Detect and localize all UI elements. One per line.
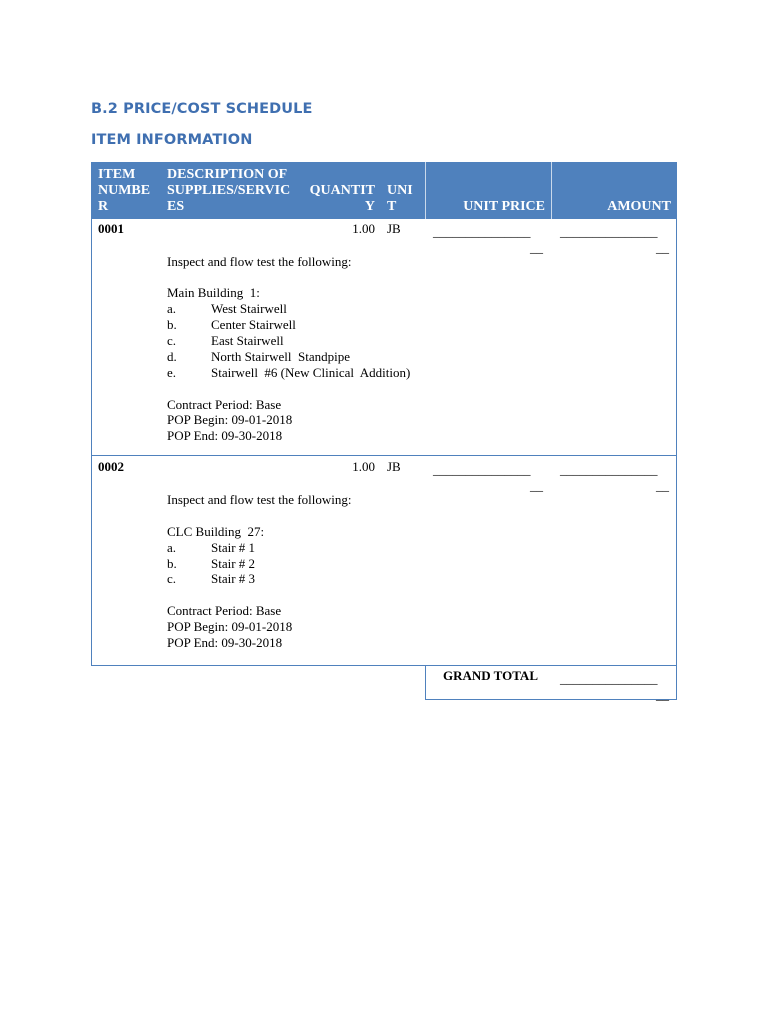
list-item: Stair # 1 [211, 540, 256, 555]
col-item-number [98, 167, 150, 215]
row-divider [91, 665, 677, 666]
item-building: Main Building 1: [167, 285, 260, 300]
list-letter: b. [167, 317, 177, 332]
item-quantity: 1.00 [352, 459, 375, 474]
grand-total-label: GRAND TOTAL [443, 668, 538, 683]
pop-end: POP End: 09-30-2018 [167, 428, 283, 443]
list-item: East Stairwell [211, 333, 284, 348]
col-description [167, 167, 290, 215]
col-qty-line: QUANTIT [309, 183, 375, 198]
list-letter: e. [167, 365, 177, 380]
item-quantity: 1.00 [352, 221, 375, 236]
list-letter: d. [167, 349, 177, 364]
list-item: North Stairwell Standpipe [211, 349, 351, 364]
item-building: CLC Building 27: [167, 524, 265, 539]
contract-period: Contract Period: Base [167, 397, 282, 412]
list-item: Center Stairwell [211, 317, 296, 332]
col-amount: AMOUNT [607, 199, 671, 214]
amount-blank: _______________ [560, 224, 658, 239]
table-border-left [91, 219, 92, 666]
list-letter: b. [167, 556, 177, 571]
col-qty-line: Y [364, 199, 375, 214]
col-unit-price: UNIT PRICE [463, 199, 545, 214]
item-intro: Inspect and flow test the following: [167, 254, 352, 269]
section-subtitle: ITEM INFORMATION [91, 132, 253, 148]
col-unit [387, 183, 413, 215]
item-unit: JB [387, 221, 401, 236]
unit-price-blank-tail: __ [530, 240, 543, 255]
list-item: Stair # 3 [211, 571, 256, 586]
section-title: B.2 PRICE/COST SCHEDULE [91, 101, 313, 117]
list-letter: c. [167, 571, 177, 586]
pop-begin: POP Begin: 09-01-2018 [167, 619, 293, 634]
col-unit-line: T [387, 199, 397, 214]
item-number: 0002 [98, 459, 124, 474]
list-letter: a. [167, 301, 177, 316]
item-intro: Inspect and flow test the following: [167, 492, 352, 507]
amount-blank-tail: __ [656, 478, 669, 493]
table-border-right [676, 219, 677, 700]
amount-blank: _______________ [560, 462, 658, 477]
col-desc-line: DESCRIPTION OF [167, 167, 288, 182]
list-item: West Stairwell [211, 301, 287, 316]
header-divider [551, 162, 552, 219]
list-item: Stair # 2 [211, 556, 256, 571]
col-unit-line: UNI [387, 183, 413, 198]
unit-price-blank-tail: __ [530, 478, 543, 493]
pop-begin: POP Begin: 09-01-2018 [167, 412, 293, 427]
total-border-bottom [425, 699, 677, 700]
list-letter: a. [167, 540, 177, 555]
table-header [91, 162, 677, 219]
col-quantity [301, 183, 375, 215]
col-item-line: NUMBE [98, 183, 151, 198]
contract-period: Contract Period: Base [167, 603, 282, 618]
list-letter: c. [167, 333, 177, 348]
col-desc-line: SUPPLIES/SERVIC [167, 183, 291, 198]
unit-price-blank: _______________ [433, 224, 531, 239]
list-item: Stairwell #6 (New Clinical Addition) [211, 365, 411, 380]
col-item-line: R [98, 199, 109, 214]
unit-price-blank: _______________ [433, 462, 531, 477]
total-border-left [425, 665, 426, 700]
col-item-line: ITEM [98, 167, 136, 182]
grand-total-blank: _______________ [560, 671, 658, 686]
grand-total-blank-tail: __ [656, 687, 669, 702]
amount-blank-tail: __ [656, 240, 669, 255]
item-number: 0001 [98, 221, 124, 236]
pop-end: POP End: 09-30-2018 [167, 635, 283, 650]
header-divider [425, 162, 426, 219]
col-desc-line: ES [167, 199, 185, 214]
item-unit: JB [387, 459, 401, 474]
row-divider [91, 455, 677, 456]
